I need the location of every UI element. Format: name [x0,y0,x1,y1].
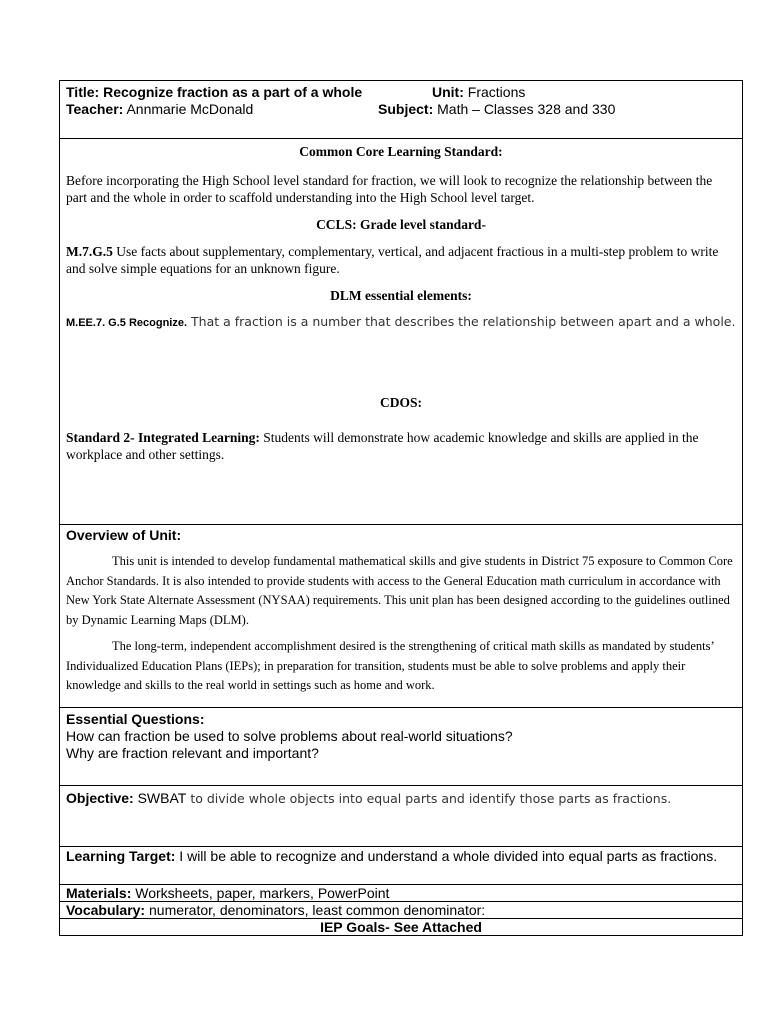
essential-question-2: Why are fraction relevant and important? [66,745,319,761]
essential-questions-row [60,708,743,786]
essential-questions-heading: Essential Questions: [66,711,205,727]
dlm-heading: DLM essential elements: [330,288,472,303]
ccls-text: Before incorporating the High School level standard for fraction, we will look to recognize the relationship between the part and the whole in order to scaffold understanding into the High School level target. [66,173,713,205]
objective-line [66,790,736,807]
vocabulary-text: numerator, denominators, least common denominator: [145,902,486,918]
learning-target-cell [60,847,743,885]
dlm-standard [66,311,736,334]
essential-questions-cell [60,708,743,786]
lesson-plan-table [59,80,743,936]
grade-standard [66,243,736,277]
cdos-text: Students will demonstrate how academic knowledge and skills are applied in the workplace and other settings. [66,430,699,462]
iep-goals-cell: IEP Goals- See Attached [60,919,743,936]
overview-paragraph-1: This unit is intended to develop fundamental mathematical skills and give students in District 75 exposure to Common Core Anchor Standards. It is also intended to provide students with access to the General Education math curriculum in accordance with New York State Alternate Assessment (NYSAA) requirements. This unit plan has been designed according to the guidelines outlined by Dynamic Learning Maps (DLM). [66,554,733,627]
cdos-standard [66,429,736,463]
grade-text: Use facts about supplementary, complementary, vertical, and adjacent fractious in a multi-step problem to write and solve simple equations for an unknown figure. [66,244,719,276]
overview-heading: Overview of Unit: [66,527,182,543]
materials-row [60,885,743,902]
grade-heading: CCLS: Grade level standard- [316,217,486,232]
title-label: Title: [66,84,100,100]
materials-cell [60,885,743,902]
overview-cell [60,525,743,708]
grade-code: M.7.G.5 [66,244,113,259]
objective-text: to divide whole objects into equal parts and identify those parts as fractions. [186,791,672,806]
subject-value: Math – Classes 328 and 330 [437,101,616,117]
header-cell [60,81,743,139]
essential-question-1: How can fraction be used to solve problems about real-world situations? [66,728,513,744]
title-value: Recognize fraction as a part of a whole [103,84,363,100]
cdos-heading: CDOS: [379,395,422,410]
lesson-plan-document [59,80,743,936]
subject-label: Subject: [378,101,434,117]
vocabulary-cell [60,902,743,919]
objective-cell [60,786,743,847]
ccls-heading: Common Core Learning Standard: [299,144,503,159]
header-row [60,81,743,139]
unit-value: Fractions [467,84,526,100]
materials-label: Materials: [66,885,132,901]
objective-lead: SWBAT [133,790,187,806]
dlm-code: M.EE.7. G.5 Recognize. [66,317,188,329]
overview-paragraph-2: The long-term, independent accomplishment desired is the strengthening of critical math skills as mandated by students’ Individualized Education Plans (IEPs); in preparation for transition, students must be able to solve problems and apply their knowledge and skills to the real world in settings such as home and work. [66,639,714,692]
overview-row [60,525,743,708]
iep-row [60,919,743,936]
learning-target-text: I will be able to recognize and understand a whole divided into equal parts as fractions. [175,848,718,864]
vocabulary-row [60,902,743,919]
unit-label: Unit: [432,84,464,100]
learning-target-row [60,847,743,885]
dlm-text: That a fraction is a number that describes the relationship between apart and a whole. [187,314,736,329]
objective-row [60,786,743,847]
teacher-value: Annmarie McDonald [126,101,254,117]
standards-cell [60,139,743,525]
teacher-line [66,101,736,118]
cdos-code: Standard 2- Integrated Learning: [66,430,260,445]
objective-label: Objective: [66,790,134,806]
teacher-label: Teacher: [66,101,124,117]
materials-text: Worksheets, paper, markers, PowerPoint [131,885,390,901]
title-line [66,84,736,101]
learning-target-label: Learning Target: [66,848,176,864]
vocabulary-label: Vocabulary: [66,902,146,918]
standards-row [60,139,743,525]
